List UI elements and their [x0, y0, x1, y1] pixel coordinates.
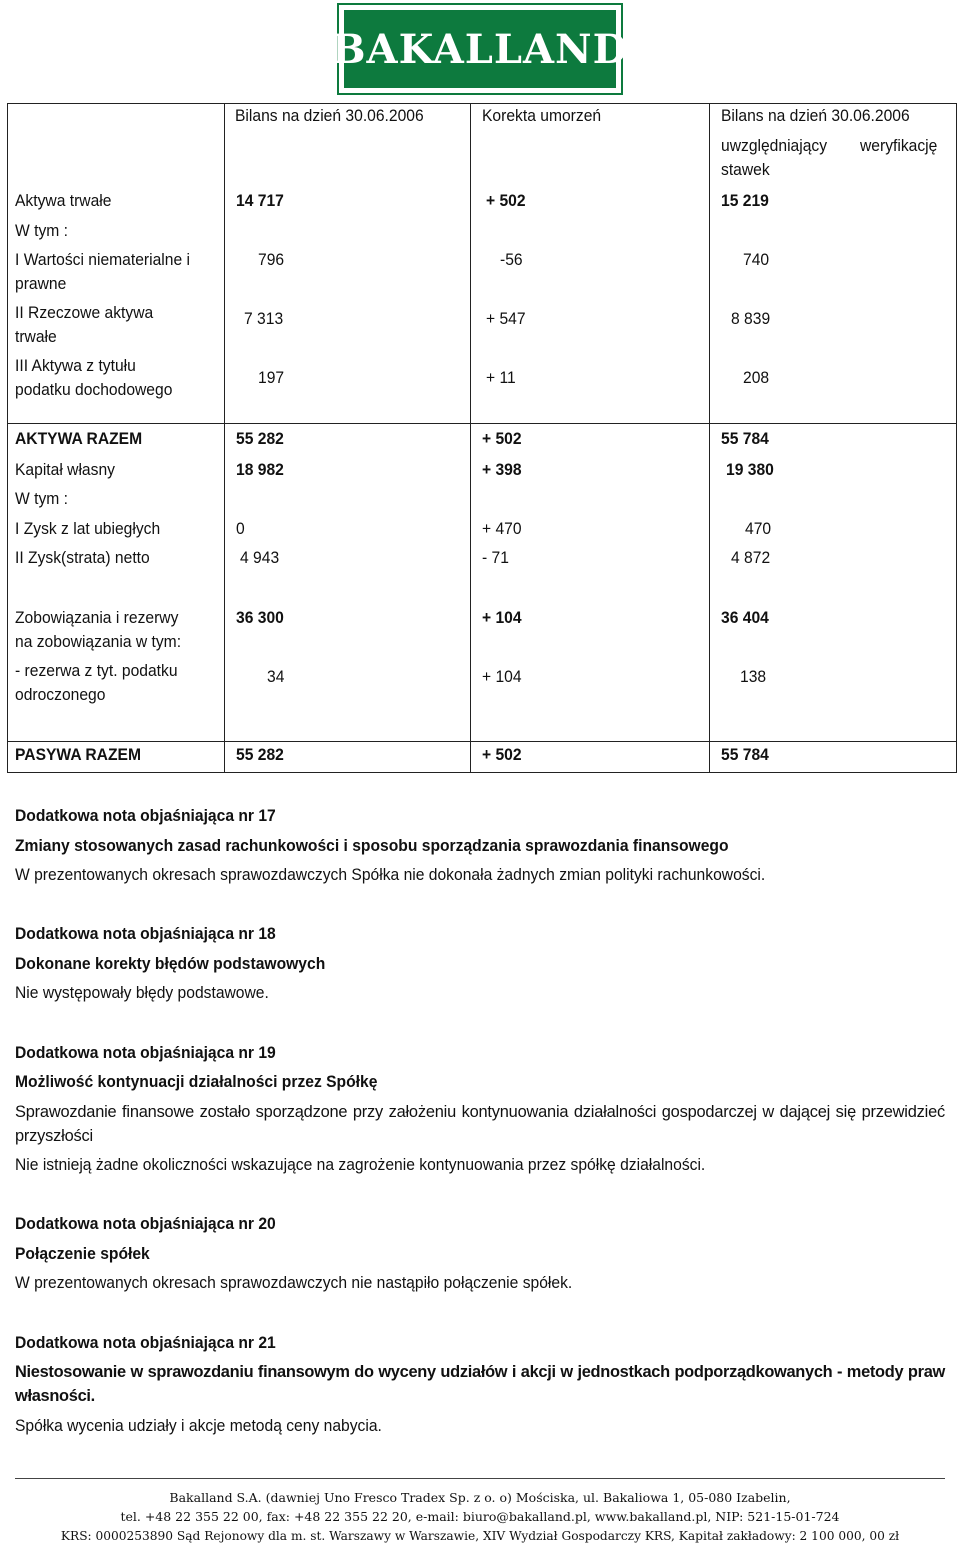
row-total-assets-c2: 55 282	[236, 429, 284, 448]
note-21-subheading-wrap	[15, 1360, 945, 1408]
row-fixed-assets-c4: 15 219	[721, 191, 769, 210]
row-deferred-tax-asset-c4: 208	[743, 368, 770, 387]
row-liabilities-c3: + 104	[482, 608, 522, 627]
row-tangible-c3: + 547	[486, 309, 526, 328]
row-total-liabilities-c3: + 502	[482, 745, 522, 764]
row-total-assets-label: AKTYWA RAZEM	[15, 429, 143, 448]
note-17-subheading: Zmiany stosowanych zasad rachunkowości i sposobu sporządzania sprawozdania finansowego	[15, 836, 729, 855]
row-tangible-label-1: II Rzeczowe aktywa	[15, 303, 154, 322]
header-adjusted-balance-line2a: uwzględniający	[721, 136, 828, 155]
row-equity-c4: 19 380	[726, 460, 774, 479]
note-17-paragraph: W prezentowanych okresach sprawozdawczych Spółka nie dokonała żadnych zmian polityki rachunkowości.	[15, 865, 766, 884]
row-net-profit-c2: 4 943	[240, 548, 280, 567]
row-tangible-c4: 8 839	[731, 309, 771, 328]
row-liabilities-label-1: Zobowiązania i rezerwy	[15, 608, 179, 627]
row-equity-c3: + 398	[482, 460, 522, 479]
note-21-heading: Dodatkowa nota objaśniająca nr 21	[15, 1333, 276, 1352]
note-20-subheading: Połączenie spółek	[15, 1244, 150, 1263]
row-tangible-c2: 7 313	[244, 309, 284, 328]
row-total-liabilities-c2: 55 282	[236, 745, 284, 764]
row-deferred-tax-provision-c3: + 104	[482, 667, 522, 686]
note-19-paragraph-2: Nie istnieją żadne okoliczności wskazujące na zagrożenie kontynuowania przez spółkę działalności.	[15, 1155, 706, 1174]
row-in-that-label: W tym :	[15, 221, 69, 240]
row-net-profit-c3: - 71	[482, 548, 509, 567]
row-fixed-assets-c2: 14 717	[236, 191, 284, 210]
row-retained-profit-c3: + 470	[482, 519, 522, 538]
note-18-subheading: Dokonane korekty błędów podstawowych	[15, 954, 326, 973]
company-logo	[331, 3, 629, 95]
row-liabilities-c4: 36 404	[721, 608, 769, 627]
note-20-heading: Dodatkowa nota objaśniająca nr 20	[15, 1214, 276, 1233]
note-19-paragraph-1: Sprawozdanie finansowe zostało sporządzone przy założeniu kontynuowania działalności gospodarczej w dającej się przewidzieć przyszłości	[15, 1103, 945, 1145]
footer-address: Bakalland S.A. (dawniej Uno Fresco Tradex Sp. z o. o) Mościska, ul. Bakaliowa 1, 05-080 Izabelin,	[169, 1490, 791, 1505]
row-deferred-tax-asset-c2: 197	[258, 368, 285, 387]
row-deferred-tax-asset-label-1: III Aktywa z tytułu	[15, 356, 136, 375]
row-net-profit-label: II Zysk(strata) netto	[15, 548, 150, 567]
row-total-assets-c3: + 502	[482, 429, 522, 448]
row-equity-label: Kapitał własny	[15, 460, 115, 479]
row-equity-in-that-label: W tym :	[15, 489, 69, 508]
footer-registry: KRS: 0000253890 Sąd Rejonowy dla m. st. Warszawy w Warszawie, XIV Wydział Gospodarczy KRS, Kapitał zakładowy: 2 100 000, 00 zł	[60, 1529, 900, 1543]
row-retained-profit-c2: 0	[236, 519, 245, 538]
note-19-paragraph-1-wrap	[15, 1100, 945, 1148]
row-tangible-label-2: trwałe	[15, 327, 57, 346]
header-adjusted-balance-line2b: weryfikację	[860, 136, 938, 155]
row-retained-profit-c4: 470	[745, 519, 772, 538]
row-total-liabilities-c4: 55 784	[721, 745, 769, 764]
row-total-liabilities-label: PASYWA RAZEM	[15, 745, 141, 764]
note-21-paragraph: Spółka wycenia udziały i akcje metodą ceny nabycia.	[15, 1416, 382, 1435]
row-intangible-c2: 796	[258, 250, 285, 269]
row-deferred-tax-provision-label-1: - rezerwa z tyt. podatku	[15, 661, 178, 680]
footer-divider	[15, 1478, 945, 1479]
row-liabilities-c2: 36 300	[236, 608, 284, 627]
note-20-paragraph: W prezentowanych okresach sprawozdawczych nie nastąpiło połączenie spółek.	[15, 1273, 573, 1292]
header-balance-date: Bilans na dzień 30.06.2006	[235, 106, 424, 125]
row-deferred-tax-asset-label-2: podatku dochodowego	[15, 380, 173, 399]
row-intangible-c4: 740	[743, 250, 770, 269]
row-deferred-tax-provision-c4: 138	[740, 667, 767, 686]
row-equity-c2: 18 982	[236, 460, 284, 479]
note-18-heading: Dodatkowa nota objaśniająca nr 18	[15, 924, 276, 943]
row-fixed-assets-label: Aktywa trwałe	[15, 191, 112, 210]
row-fixed-assets-c3: + 502	[486, 191, 526, 210]
row-deferred-tax-provision-label-2: odroczonego	[15, 685, 106, 704]
footer-contact: tel. +48 22 355 22 00, fax: +48 22 355 22 20, e-mail: biuro@bakalland.pl, www.bakalland.pl, NIP: 521-15-01-724	[120, 1509, 840, 1524]
row-intangible-label-1: I Wartości niematerialne i	[15, 250, 191, 269]
row-deferred-tax-provision-c2: 34	[267, 667, 285, 686]
row-retained-profit-label: I Zysk z lat ubiegłych	[15, 519, 161, 538]
row-net-profit-c4: 4 872	[731, 548, 771, 567]
row-intangible-c3: -56	[500, 250, 523, 269]
note-18-paragraph: Nie występowały błędy podstawowe.	[15, 983, 269, 1002]
note-21-subheading: Niestosowanie w sprawozdaniu finansowym do wyceny udziałów i akcji w jednostkach podporządkowanych - metody praw własności.	[15, 1363, 945, 1405]
header-adjusted-balance: Bilans na dzień 30.06.2006	[721, 106, 910, 125]
row-intangible-label-2: prawne	[15, 274, 67, 293]
header-depreciation-correction: Korekta umorzeń	[482, 106, 602, 125]
note-19-subheading: Możliwość kontynuacji działalności przez Spółkę	[15, 1072, 378, 1091]
row-liabilities-label-2: na zobowiązania w tym:	[15, 632, 182, 651]
note-17-heading: Dodatkowa nota objaśniająca nr 17	[15, 806, 276, 825]
header-adjusted-balance-line3: stawek	[721, 160, 770, 179]
logo-text: BAKALLAND	[344, 10, 616, 88]
row-deferred-tax-asset-c3: + 11	[486, 368, 516, 387]
row-total-assets-c4: 55 784	[721, 429, 769, 448]
note-19-heading: Dodatkowa nota objaśniająca nr 19	[15, 1043, 276, 1062]
